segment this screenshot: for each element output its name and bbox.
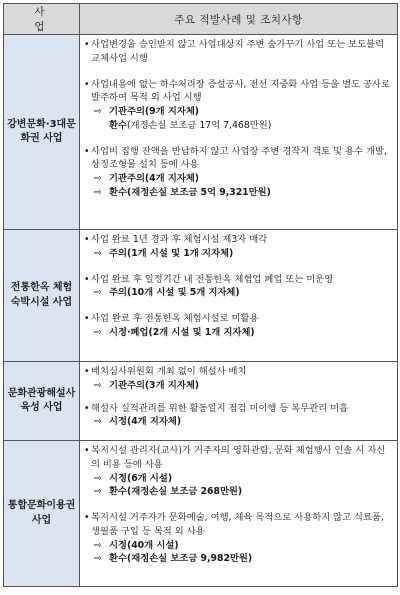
finding-text: 사업 완료 1년 경과 후 체험시설 제3자 매각 (91, 234, 268, 245)
table-row (4, 362, 398, 441)
category-line: 문화관광해설사 (7, 387, 76, 399)
category-cell (4, 362, 80, 441)
action-text: 주의(1개 시설 및 1개 지자체) (109, 247, 234, 259)
findings-cell (80, 230, 398, 362)
list-item (84, 511, 394, 539)
list-item (84, 145, 394, 173)
table-row (4, 35, 398, 230)
action-line (84, 539, 394, 553)
table-row (4, 441, 398, 587)
action-text: (재정손실 보조금 17억 7,468만원) (126, 119, 272, 131)
arrow-icon: ⇨ (94, 416, 102, 428)
action-line (84, 172, 394, 186)
category-line: 화권 사업 (20, 133, 63, 144)
action-text: 기관주의(4개 지자체) (109, 173, 200, 184)
bullet: • (84, 366, 90, 377)
list-item (84, 444, 394, 472)
arrow-icon: ⇨ (94, 539, 102, 551)
category-line: 강변문화·3대문 (7, 118, 76, 130)
bullet: • (84, 402, 90, 414)
bullet: • (84, 145, 90, 157)
category-line: 사업 (31, 514, 52, 526)
action-text: 환수(재정손실 보조금 268만원) (109, 486, 243, 498)
action-text: 기관주의(9개 지자체) (109, 106, 200, 117)
bullet: • (84, 512, 90, 523)
arrow-icon: ⇨ (94, 247, 102, 259)
arrow-icon: ⇨ (94, 173, 102, 184)
action-text: 시정(6개 시설) (109, 472, 173, 484)
category-line: 통합문화이용권 (7, 500, 76, 511)
action-line (84, 379, 394, 393)
bullet: • (84, 273, 90, 285)
action-text: 시정·폐업(2개 시설 및 1개 지자체) (109, 326, 255, 338)
category-cell (4, 230, 80, 362)
action-text: 환수(재정손실 보조금 5억 9,321만원) (109, 186, 271, 198)
table-header-row (4, 4, 398, 35)
arrow-icon: ⇨ (94, 287, 102, 299)
category-line: 전통한옥 체험 (10, 282, 73, 293)
findings-cell (80, 362, 398, 441)
bullet: • (84, 313, 90, 324)
bullet: • (84, 445, 90, 456)
arrow-icon: ⇨ (94, 106, 102, 117)
finding-text: 사업내용에 없는 하수처리장 증설공사, 전선 지중화 사업 등을 별도 공사로 발주하여 목적 외 사업 시행 (91, 78, 390, 104)
arrow-icon: ⇨ (94, 472, 102, 484)
arrow-icon: ⇨ (94, 486, 102, 498)
audit-findings-table (3, 3, 398, 587)
category-line: 숙박시설 사업 (10, 296, 73, 308)
finding-text: 복지시설 관리자(교사)가 거주자의 영화관람, 문화 체험행사 인솔 시 자신의 비용 등에 사용 (91, 445, 386, 470)
findings-cell (80, 441, 398, 587)
arrow-icon: ⇨ (94, 379, 102, 391)
action-line (84, 415, 394, 429)
action-line (84, 485, 394, 499)
arrow-icon: ⇨ (94, 326, 102, 338)
list-item (84, 233, 394, 247)
action-line (84, 105, 394, 119)
category-line: 육성 사업 (20, 402, 63, 413)
list-item (84, 38, 394, 66)
finding-text: 사업 완료 후 일정기간 내 전통한옥 체험업 폐업 또는 미운영 (91, 273, 334, 285)
arrow-icon: ⇨ (94, 186, 102, 198)
finding-text: 배치심사위원회 개최 없이 해설사 배치 (91, 366, 247, 377)
table-row (4, 230, 398, 362)
action-text: 시정(40개 시설) (109, 539, 179, 551)
bullet: • (84, 39, 90, 50)
action-label: 환수 (109, 119, 127, 131)
finding-text: 복지시설 거주자가 문화예술, 여행, 체육 목적으로 사용하지 않고 식료품, 생필품 구입 등 목적 외 사용 (91, 512, 384, 537)
action-text: 시정(4개 지자체) (109, 416, 182, 428)
document-page (3, 3, 397, 592)
list-item (84, 312, 394, 326)
finding-text: 사업변경을 승인받지 않고 사업대상지 주변 숲가꾸기 사업 또는 보도블럭 교체사업 시행 (91, 39, 385, 64)
findings-cell (80, 35, 398, 230)
arrow-icon: ⇨ (94, 553, 102, 565)
list-item (84, 402, 394, 416)
bullet: • (84, 234, 90, 245)
category-cell (4, 35, 80, 230)
list-item (84, 78, 394, 106)
finding-text: 사업비 집행 잔액을 반납하지 않고 사업장 주변 경작지 객토 및 용수 개발, 상징조형물 설치 등에 사용 (91, 145, 387, 171)
bullet: • (84, 78, 90, 90)
action-line (84, 247, 394, 261)
finding-text: 해설사 실적관리를 위한 활동일지 점검 미이행 등 복무관리 미흡 (91, 402, 349, 414)
finding-text: 사업 완료 후 전통한옥 체험시설로 미활용 (91, 313, 259, 324)
action-line (84, 186, 394, 200)
action-text: 주의(10개 시설 및 5개 지자체) (109, 287, 240, 299)
action-line (84, 119, 394, 133)
action-text: 환수(재정손실 보조금 9,982만원) (109, 553, 253, 565)
action-line (84, 472, 394, 486)
action-line (84, 326, 394, 340)
action-line (84, 552, 394, 566)
list-item (84, 273, 394, 287)
list-item (84, 365, 394, 379)
category-cell (4, 441, 80, 587)
header-business: 사 업 (4, 4, 80, 35)
action-text: 기관주의(3개 지자체) (109, 379, 200, 391)
action-line (84, 286, 394, 300)
header-findings: 주요 적발사례 및 조치사항 (80, 4, 398, 35)
